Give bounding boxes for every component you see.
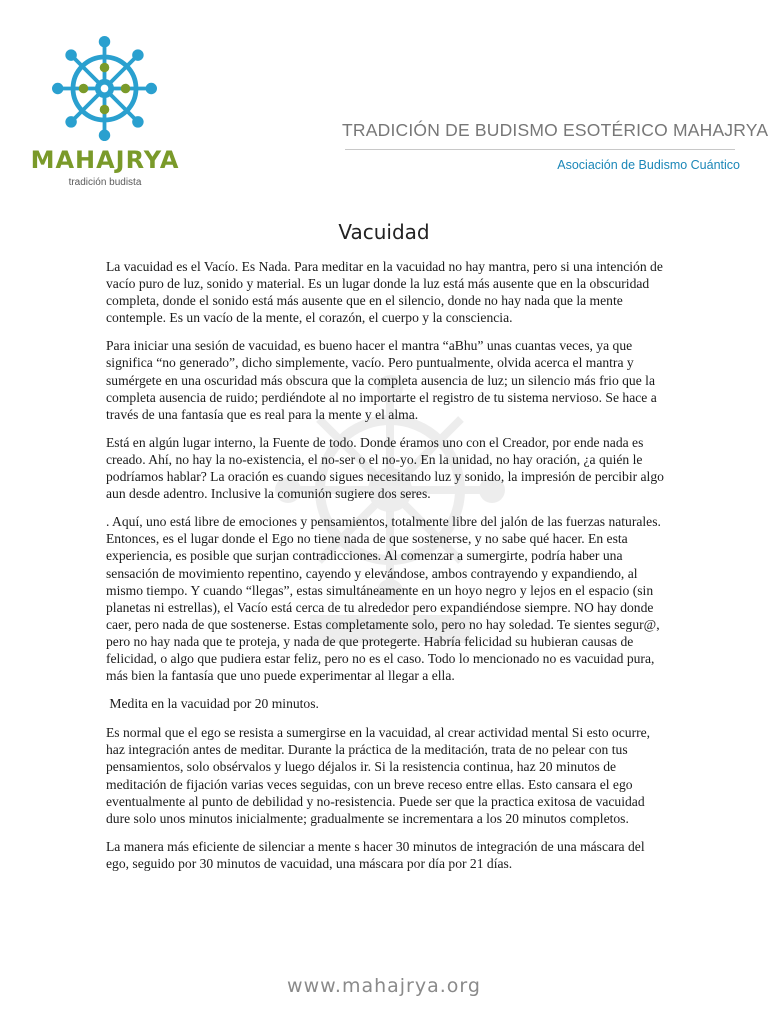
paragraph: Para iniciar una sesión de vacuidad, es bueno hacer el mantra “aBhu” unas cuantas veces, ya que significa “no generado”, dicho simplemente, vacío. Pero puntualmente, olvida acerca el mantra y sumérgete en una oscuridad más obscura que la completa ausencia de luz; un silencio más frio que la completa ausencia de ruido; perdiéndote al no importarte el registro de tu sistema nervioso. Se hace a través de una fantasía que es real para la mente y el alma. xyxy=(106,338,657,422)
dharma-wheel-icon xyxy=(52,36,157,141)
paragraph: Medita en la vacuidad por 20 minutos. xyxy=(106,696,319,712)
brand-name: MAHAJRYA xyxy=(30,146,180,174)
paragraph: Es normal que el ego se resista a sumergirse en la vacuidad, al crear actividad mental Si esto ocurre, haz integración antes de meditar. Durante la práctica de la meditación, trata de no pelear con tus pensamientos, solo obsérvalos y luego déjalos ir. Si la resistencia continua, haz 20 minutos de meditación de fijación varias veces seguidas, con un breve receso entre ellas. Esto cansara el ego eventualmente al punto de debilidad y no-resistencia. Puede ser que la practica exitosa de vacuidad dure solo unos minutos inicialmente; gradualmente se incrementara a los 20 minutos completos. xyxy=(106,725,651,826)
paragraph: Está en algún lugar interno, la Fuente de todo. Donde éramos uno con el Creador, por ende nada es creado. Ahí, no hay la no-existencia, el no-ser o el no-yo. En la unidad, no hay oración, ¿a quién le podríamos hablar? La oración es cuando sigues necesitando luz y sonido, la impresión de percibir algo aun desde adentro. Inclusive la comunión sugiere dos seres. xyxy=(106,434,664,502)
paragraph: . Aquí, uno está libre de emociones y pensamientos, totalmente libre del jalón de las fuerzas naturales. Entonces, es el lugar donde el Ego no tiene nada de que sostenerse, y no sabe qué hacer. En esta experiencia, es posible que surjan contradicciones. Al comenzar a sumergirte, podría haber una sensación de movimiento repentino, cayendo y elevándose, ambos contrayendo y expandiendo, al mismo tiempo. Y cuando “llegas”, estas simultáneamente en un hoyo negro y lejos en el espacio (sin planetas ni estrellas), el Vacío está cerca de tu alrededor pero expandiéndose siempre. NO hay donde caer, pero nada de que sostenerse. Estas completamente solo, pero no hay soledad. Te sientes segur@, pero no hay nada que te proteja, y nada de que protegerte. Habría felicidad su hubieran causas de felicidad, o algo que pudiera estar feliz, pero no es el caso. Todo lo mencionado no es vacuidad pura, más bien la fantasía que uno puede experimentar al llegar a ella. xyxy=(106,514,661,684)
paragraph: La vacuidad es el Vacío. Es Nada. Para meditar en la vacuidad no hay mantra, pero si una intención de vacío puro de luz, sonido y material. Es un lugar donde la luz está más ausente que en la obscuridad completa, donde el sonido está más ausente que en el silencio, donde no hay nada que la mente contemple. Es un vacío de la mente, el corazón, el cuerpo y la consciencia. xyxy=(106,259,663,326)
mahajrya-logo xyxy=(30,36,180,196)
paragraph: La manera más eficiente de silenciar a mente s hacer 30 minutos de integración de una máscara del ego, seguido por 30 minutos de vacuidad, una máscara por día por 21 días. xyxy=(106,838,645,871)
organization-subtitle: Asociación de Budismo Cuántico xyxy=(557,158,740,172)
brand-tagline: tradición budista xyxy=(68,177,142,188)
footer-website-url: www.mahajrya.org xyxy=(287,975,481,997)
document-body xyxy=(106,258,666,883)
organization-title: TRADICIÓN DE BUDISMO ESOTÉRICO MAHAJRYA xyxy=(342,120,768,140)
document-title: Vacuidad xyxy=(338,220,430,244)
header-divider xyxy=(345,149,735,150)
